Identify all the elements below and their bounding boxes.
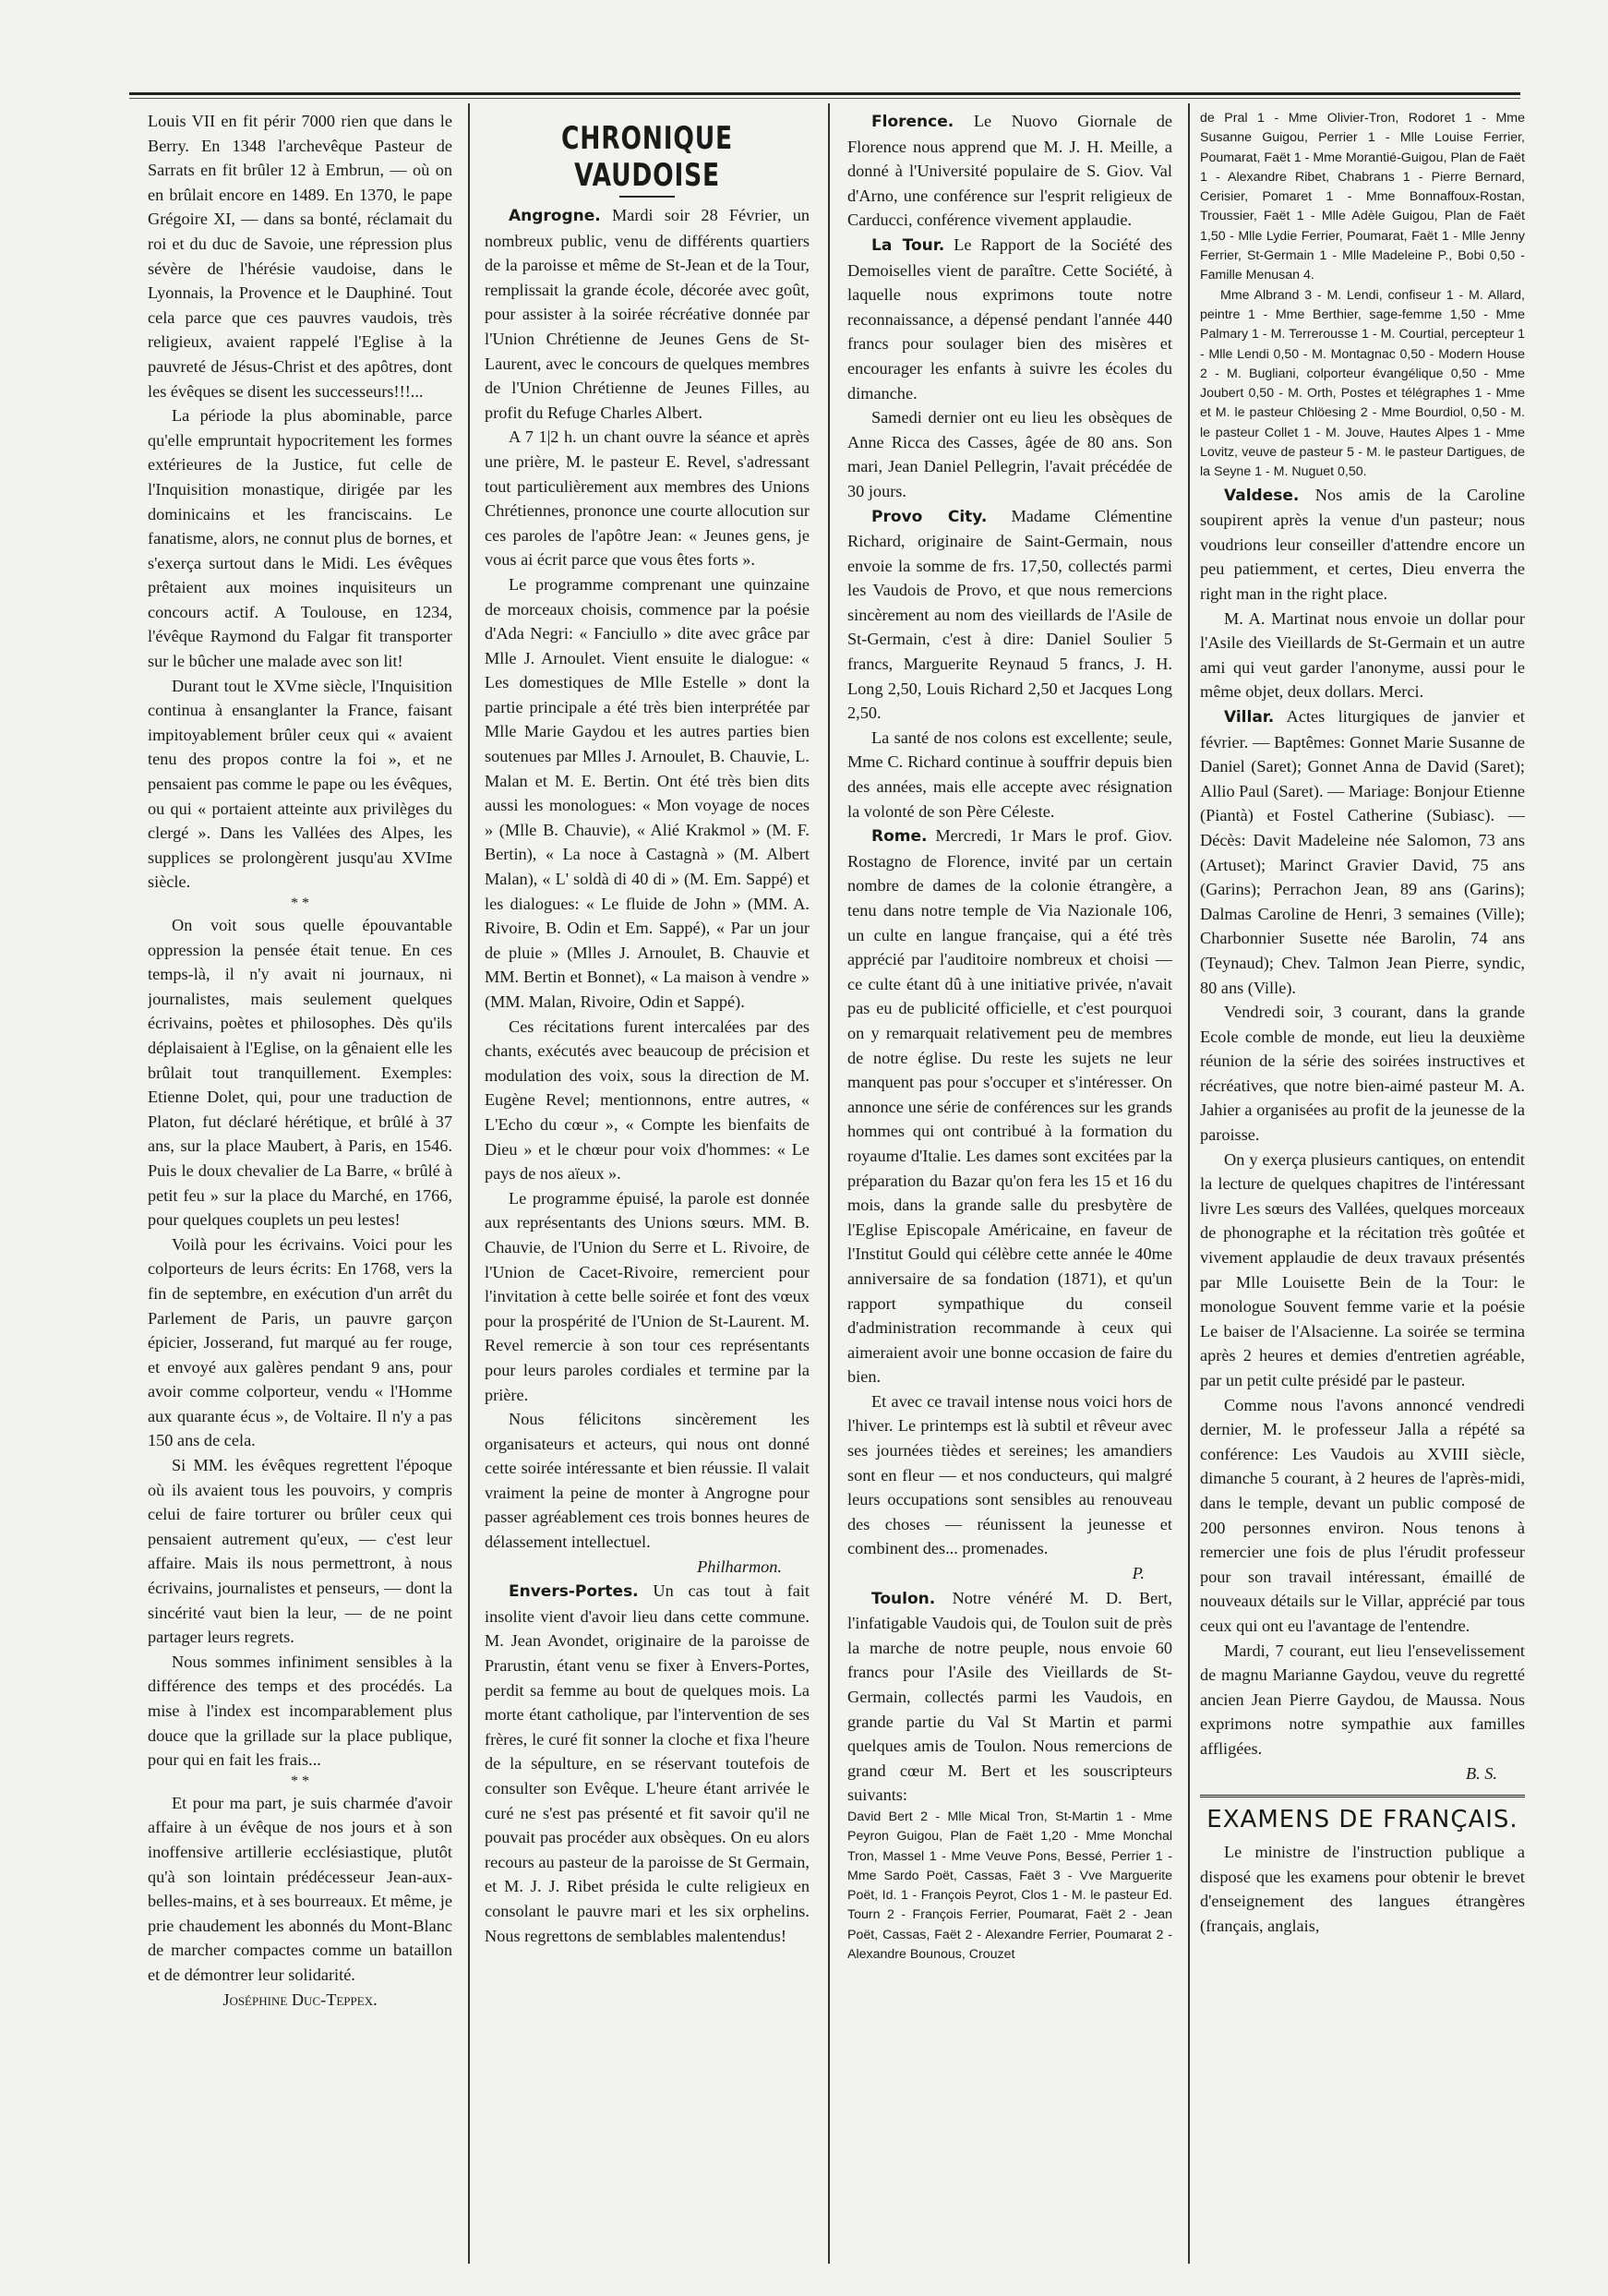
header-rule [129,92,1520,95]
paragraph: Ces récitations furent intercalées par des chants, exécutés avec beaucoup de précision et modulation des voix, sous la direction de M. Eugène Revel; mentionnons, entre autres, « L'Echo du cœur », « Compte les bienfaits de Dieu » et le chœur pour voix d'hommes: « Le pays de nos aïeux ». [485,1016,810,1184]
paragraph: Le Nuovo Giornale de Florence nous apprend que M. J. H. Meille, a donné à l'Université populaire de S. Giov. Val d'Arno, une conférence sur l'esprit religieux de Carducci, conférence vivement applaudie. [847,112,1172,230]
paragraph: La santé de nos colons est excellente; seule, Mme C. Richard continue à souffrir depuis bien des années, mais elle accepte avec résignation la volonté de son Père Céleste. [847,727,1172,821]
paragraph: On voit sous quelle épouvantable oppression la pensée était tenue. En ces temps-là, il n'y avait ni journaux, ni journalistes, mais seulement quelques écrivains, poètes et philosophes. Dès qu'ils déplaisaient à l'Eglise, on la gênaient elle les brûlait tout tranquillement. Exemples: Etienne Dolet, qui, pour une traduction de Platon, fut déclaré hérétique, et brûlé à 37 ans, sur la place Maubert, à Paris, en 1546. Puis le doux chevalier de La Barre, « brûlé à petit feu » sur la place du Marché, en 1766, pour quelques couplets un peu lestes! [148,916,452,1230]
paragraph: Mercredi, 1r Mars le prof. Giov. Rostagno de Florence, invité par un certain nombre de dames de la colonie étrangère, a tenu dans notre temple de Via Nazionale 106, un culte en langue française, qui a été très apprécié par l'auditoire nombreux et choisi — ce culte étant dû à une initiative privée, n'avait pas eu de publicité officielle, et c'est pourquoi on y remarquait relativement peu de membres de notre église. Du reste les sujets ne leur manquent pas pour s'occuper et s'intéresser. On annonce une série de conférences sur les grands hommes qui ont contribué à la formation du royaume d'Italie. Les dames sont excitées par la préparation du Bazar qu'on fera les 15 et 16 du mois, dans la grande salle du presbytère de l'Eglise Episcopale Américaine, en faveur de l'Institut Gould qui célèbre cette année le 40me anniversaire de sa fondation (1871), et qu'un rapport sympathique du conseil d'administration recommande à ceux qui aimeraient avoir une bonne occasion de faire du bien. [847,826,1172,1387]
paragraph: Vendredi soir, 3 courant, dans la grande Ecole comble de monde, eut lieu la deuxième réunion de la série des soirées instructives et récréatives, que notre bien-aimé pasteur M. A. Jahier a organisées au profit de la jeunesse de la paroisse. [1200,1003,1525,1145]
subscriber-list: David Bert 2 - Mlle Mical Tron, St-Martin 1 - Mme Peyron Guigou, Plan de Faët 1,20 - Mme Monchal Tron, Massel 1 - Mme Veuve Pons, Bessé, Perrier 1 - Mme Sardo Poët, Cassas, Faët 3 - Vve Marguerite Poët, Id. 1 - François Peyrot, Clos 1 - M. le pasteur Ed. Tourn 2 - François Ferrier, Poumarat, Faët 2 - Jean Poët, Cassas, Faët 2 - Alexandre Ferrier, Poumarat 2 - Alexandre Bounous, Crouzet [847,1809,1172,1963]
paragraph: Le ministre de l'instruction publique a disposé que les examens pour obtenir le brevet d'enseignement des langues étrangères (français, anglais, [1200,1843,1525,1935]
article-signature: Philharmon. [697,1557,782,1576]
paragraph: Notre vénéré M. D. Bert, l'infatigable Vaudois qui, de Toulon suit de près la marche de notre peuple, nous envoie 60 francs pour l'Asile des Vieillards de St-Germain, collectés parmi les Vaudois, en grande partie du Val St Martin et parmi quelques amis de Toulon. Nous remercions de grand cœur M. Bert et les souscripteurs suivants: [847,1588,1172,1805]
section-head-valdese: Valdese. [1224,486,1300,505]
paragraph: Le programme épuisé, la parole est donnée aux représentants des Unions sœurs. MM. B. Chauvie, de l'Union du Serre et L. Rivoire, de l'Union de Cacet-Rivoire, remercient pour l'invitation à cette belle soirée et font des vœux pour la prospérité de l'Union de St-Laurent. M. Revel remercie à son tour ces représentants pour leurs paroles cordiales et termine par la prière. [485,1188,810,1404]
paragraph: Actes liturgiques de janvier et février. — Baptêmes: Gonnet Marie Susanne de Daniel (Saret); Gonnet Anna de David (Saret); Allio Paul (Saret). — Mariage: Bonjour Etienne (Piantà) et Fostel Catherine (Subiasc). — Décès: Davit Madeleine née Salomon, 73 ans (Artuset); Marinct Gravier David, 75 ans (Garins); Perrachon Jean, 89 ans (Garins); Dalmas Caroline de Henri, 3 semaines (Ville); Charbonnier Susette née Barolin, 74 ans (Teynaud); Chev. Talmon Jean Pierre, syndic, 80 ans (Ville). [1200,706,1525,997]
section-head-toulon: Toulon. [871,1589,936,1608]
paragraph: Comme nous l'avons annoncé vendredi dernier, M. le professeur Jalla a répété sa conférence: Les Vaudois au XVIII siècle, dimanche 5 courant, à 2 heures de l'après-midi, dans le temple, devant un public composé de 200 personnes environ. Nous tenons à remercier une fois de plus l'érudit professeur pour son travail intéressant, émaillé de nouveaux détails sur le Villar, apprécié par tous ceux qui ont eu l'avantage de l'entendre. [1200,1395,1525,1635]
paragraph: Nous sommes infiniment sensibles à la différence des temps et des procédés. La mise à l'index est incomparablement plus douce que la grillade sur la place publique, pour qui en fait les frais... [148,1652,452,1770]
paragraph: Le Rapport de la Société des Demoiselles vient de paraître. Cette Société, à laquelle nous exprimons toute notre reconnaissance, a dépensé pendant l'année 440 francs pour soulager bien des misères et encourager les enfants à suivre les écoles du dimanche. [847,234,1172,403]
title-rule [619,196,675,198]
column-4 [1200,109,1525,2260]
section-head-envers: Envers-Portes. [509,1582,639,1602]
column-divider [1188,103,1190,2264]
column-2 [485,109,810,2260]
chronique-title: CHRONIQUE VAUDOISE [561,120,733,194]
paragraph: Et pour ma part, je suis charmée d'avoir affaire à un évêque de nos jours et à son inoffensive artillerie ecclésiastique, plutôt qu'à son lointain prédécesseur Jean-aux-belles-mains, et à ses bourreaux. Et même, je prie chaudement les abonnés du Mont-Blanc de marcher compactes comme un bataillon et de démontrer leur solidarité. [148,1793,452,1984]
article-signature: B. S. [1465,1763,1497,1783]
column-divider [828,103,830,2264]
paragraph: A 7 1|2 h. un chant ouvre la séance et après une prière, M. le pasteur E. Revel, s'adressant tout particulièrement aux membres des Unions Chrétiennes, prononce une courte allocution sur ces paroles de l'apôtre Jean: « Jeunes gens, je vous ai écrit parce que vous êtes forts ». [485,427,810,570]
header-rule-thin [129,98,1520,99]
subscriber-list: de Pral 1 - Mme Olivier-Tron, Rodoret 1 - Mme Susanne Guigou, Perrier 1 - Mlle Louise Ferrier, Poumarat, Faët 1 - Mme Morantié-Guigou, Plan de Faët 1 - Alexandre Ribet, Chabrans 1 - Pierre Bernard, Cerisier, Pomaret 1 - Mme Bonnaffoux-Rostan, Troussier, Faët 1 - Mlle Adèle Guigou, Plan de Faët 1,50 - Mlle Lydie Ferrier, Poumarat, Faët 1 - Mlle Jenny Ferrier, St-Germain 1 - Mlle Madeleine P., Bobi 0,50 - Famille Menusan 4. [1200,111,1525,283]
section-head-florence: Florence. [871,113,954,131]
paragraph: Le programme comprenant une quinzaine de morceaux choisis, commence par la poésie d'Ada Negri: « Fanciullo » dite avec grâce par Mlle J. Arnoulet. Vient ensuite le dialogue: « Les domestiques de Mlle Estelle » dont la partie principale a été très bien interprétée par Mlle Marie Gaydou et les autres parties bien soutenues par Mlles J. Arnoulet, B. Chauvie, L. Malan et M. E. Bertin. Ont été très bien dits aussi les monologues: « Mon voyage de noces » (Mlle B. Chauvie), « Alié Krakmol » (M. F. Bertin), « La noce à Castagnà » (M. Albert Malan), « L' soldà di 40 di » (M. Em. Sappé) et les dialogues: « Le fluide de John » (MM. A. Rivoire, B. Odin et Em. Sappé), « Par un jour de pluie » (Mlles J. Arnoulet, B. Chauvie et MM. Bertin et Bonnet), « La maison à vendre » (MM. Malan, Rivoire, Odin et Sappé). [485,574,810,1011]
paragraph: Un cas tout à fait insolite vient d'avoir lieu dans cette commune. M. Jean Avondet, originaire de la paroisse de Prarustin, étant venu se fixer à Envers-Portes, perdit sa femme au bout de quelques mois. La morte étant catholique, par l'intervention de ses frères, le curé fit sonner la cloche et fixa l'heure de la sépulture, en se réservant toutefois de consulter son Evêque. L'heure étant arrivée le curé ne s'est pas présenté et fit savoir qu'il ne pouvait pas procéder aux obsèques. On eu alors recours au pasteur de la paroisse de St Germain, et M. J. J. Ribet présida le culte religieux en consolant le pauvre mari et les six orphelins. Nous regrettons de semblables malentendus! [485,1581,810,1945]
paragraph: Mardi soir 28 Février, un nombreux public, venu de différents quartiers de la paroisse et même de St-Jean et de la Tour, remplissait la grande école, décorée avec goût, pour assister à la soirée récréative donnée par l'Union Chrétienne de Jeunes Gens de St-Laurent, avec le concours de quelques membres de l'Union Chrétienne de Jeunes Filles, au profit du Refuge Charles Albert. [485,206,810,422]
section-head-villar: Villar. [1224,707,1275,727]
paragraph: Louis VII en fit périr 7000 rien que dans le Berry. En 1348 l'archevêque Pasteur de Sarrats en fit brûler 12 à Embrun, — où on en brûlait encore en 1489. En 1370, le pape Grégoire XI, — dans sa bonté, réclamait du roi et du duc de Savoie, une répression plus sévère de l'hérésie vaudoise, dans le Lyonnais, la Provence et le Dauphiné. Tout cela parce que ces pauvres vaudois, très religieux, avaient rappelé l'Eglise à la pauvreté de Jésus-Christ et des apôtres, dont les évêques se disent les successeurs!!!... [148,112,452,401]
paragraph: Mardi, 7 courant, eut lieu l'ensevelissement de magnu Marianne Gaydou, veuve du regretté ancien Jean Pierre Gaydou, de Maussa. Nous exprimons notre sympathie aux familles affligées. [1200,1641,1525,1758]
article-signature: P. [1132,1564,1145,1583]
section-head-angrogne: Angrogne. [509,207,601,225]
paragraph: La période la plus abominable, parce qu'elle empruntait hypocritement les formes extérieures de la Justice, fut celle de l'Inquisition monastique, dirigée par les dominicains et les franciscains. Le fanatisme, alors, ne connut plus de bornes, et s'exerça surtout dans le Midi. Les évêques prêtaient aux moines inquisiteurs un concours actif. A Toulouse, en 1234, l'évêque Raymond du Falgar fit transporter sur le bûcher une malade avec son lit! [148,406,452,671]
paragraph: Nous félicitons sincèrement les organisateurs et acteurs, qui nous ont donné cette soirée intéressante et bien réussie. Il valait vraiment la peine de monter à Angrogne pour passer agréablement ces trois bonnes heures de délassement intellectuel. [485,1410,810,1552]
paragraph: Si MM. les évêques regrettent l'époque où ils avaient tous les pouvoirs, y compris celui de faire torturer ou brûler ceux qui pensaient autrement qu'eux, — c'est leur affaire. Mais ils nous permettront, à nous écrivains, journalistes et penseurs, — dont la sincérité vaut bien la leur, — de ne point partager leurs regrets. [148,1456,452,1647]
paragraph: Nos amis de la Caroline soupirent après la venue d'un pasteur; nous voudrions leur conseiller d'attendre encore un peu patiemment, et certes, Dieu enverra the right man in the right place. [1200,485,1525,604]
section-head-rome: Rome. [871,827,928,847]
paragraph: Durant tout le XVme siècle, l'Inquisition continua à ensanglanter la France, faisant impitoyablement brûler ceux qui « avaient tenu des propos contre la foi », et ne pensaient pas comme le pape ou les évêques, ou qui « portaient atteinte aux privilèges du clergé ». Dans les Vallées des Alpes, les supplices se prolongèrent jusqu'au XVIme siècle. [148,676,452,892]
subscriber-list: Mme Albrand 3 - M. Lendi, confiseur 1 - M. Allard, peintre 1 - Mme Berthier, sage-femme 1,50 - Mme Palmary 1 - M. Terrerousse 1 - M. Courtial, percepteur 1 - Mlle Lendi 0,50 - M. Montagnac 0,50 - Modern House 2 - M. Bugliani, colporteur évangélique 0,50 - Mme Joubert 0,50 - M. Orth, Postes et télégraphes 1 - Mme et M. le pasteur Chlöesing 2 - Mme Bourdiol, 0,50 - M. le pasteur Collet 1 - M. Jouve, Hautes Alpes 1 - Mme Lovitz, veuve de pasteur 5 - M. le pasteur Dartigues, de la Seyne 1 - M. Nuguet 0,50. [1200,287,1525,480]
paragraph: Voilà pour les écrivains. Voici pour les colporteurs de leurs écrits: En 1768, vers la fin de septembre, en exécution d'un arrêt du Parlement de Paris, un pauvre garçon épicier, Josserand, fut marqué au fer rouge, et envoyé aux galères pendant 9 ans, pour avoir comme colporteur, vendu « l'Homme aux quarante écus », de Voltaire. Il n'y a pas 150 ans de cela. [148,1234,452,1450]
column-divider [468,103,470,2264]
author-signature: Joséphine Duc-Teppex. [222,1989,378,2009]
exam-section-title: EXAMENS DE FRANÇAIS. [1200,1795,1525,1834]
section-stars: * * [291,1773,309,1789]
column-1 [148,109,452,2260]
section-head-provo: Provo City. [871,507,988,526]
paragraph: On y exerça plusieurs cantiques, on entendit la lecture de quelques chapitres de l'intéressant livre Les sœurs des Vallées, quelques morceaux de phonographe et la récitation très goûtée et vivement applaudie de deux travaux présentés par Mlle Louisette Bein de la Tour: le monologue Souvent femme varie et la poésie Le baiser de l'Alsacienne. La soirée se termina après 2 heures et demies d'entretien agréable, par un petit culte présidé par le pasteur. [1200,1149,1525,1390]
column-3 [847,109,1172,2260]
section-head-tour: La Tour. [871,235,945,255]
paragraph: M. A. Martinat nous envoie un dollar pour l'Asile des Vieillards de St-Germain et un autre ami qui veut garder l'anonyme, aussi pour le même objet, deux dollars. Merci. [1200,608,1525,702]
paragraph: Madame Clémentine Richard, originaire de Saint-Germain, nous envoie la somme de frs. 17,50, collectés parmi les Vaudois de Provo, et que nous remercions sincèrement au nom des vieillards de l'Asile de St-Germain, c'est à dire: Daniel Soulier 5 francs, Marguerite Reynaud 5 francs, J. H. Long 2,50, Louis Richard 2,50 et Jacques Long 2,50. [847,506,1172,723]
section-stars: * * [291,896,309,911]
paragraph: Samedi dernier ont eu lieu les obsèques de Anne Ricca des Casses, âgée de 80 ans. Son mari, Jean Daniel Pellegrin, l'avait précédée de 30 jours. [847,408,1172,500]
paragraph: Et avec ce travail intense nous voici hors de l'hiver. Le printemps est là subtil et rêveur avec ses journées tièdes et sereines; les amandiers sont en fleur — et nos conducteurs, qui malgré leurs occupations sont sensibles au renouveau des choses — réunissent la jeunesse et combinent des... promenades. [847,1391,1172,1558]
